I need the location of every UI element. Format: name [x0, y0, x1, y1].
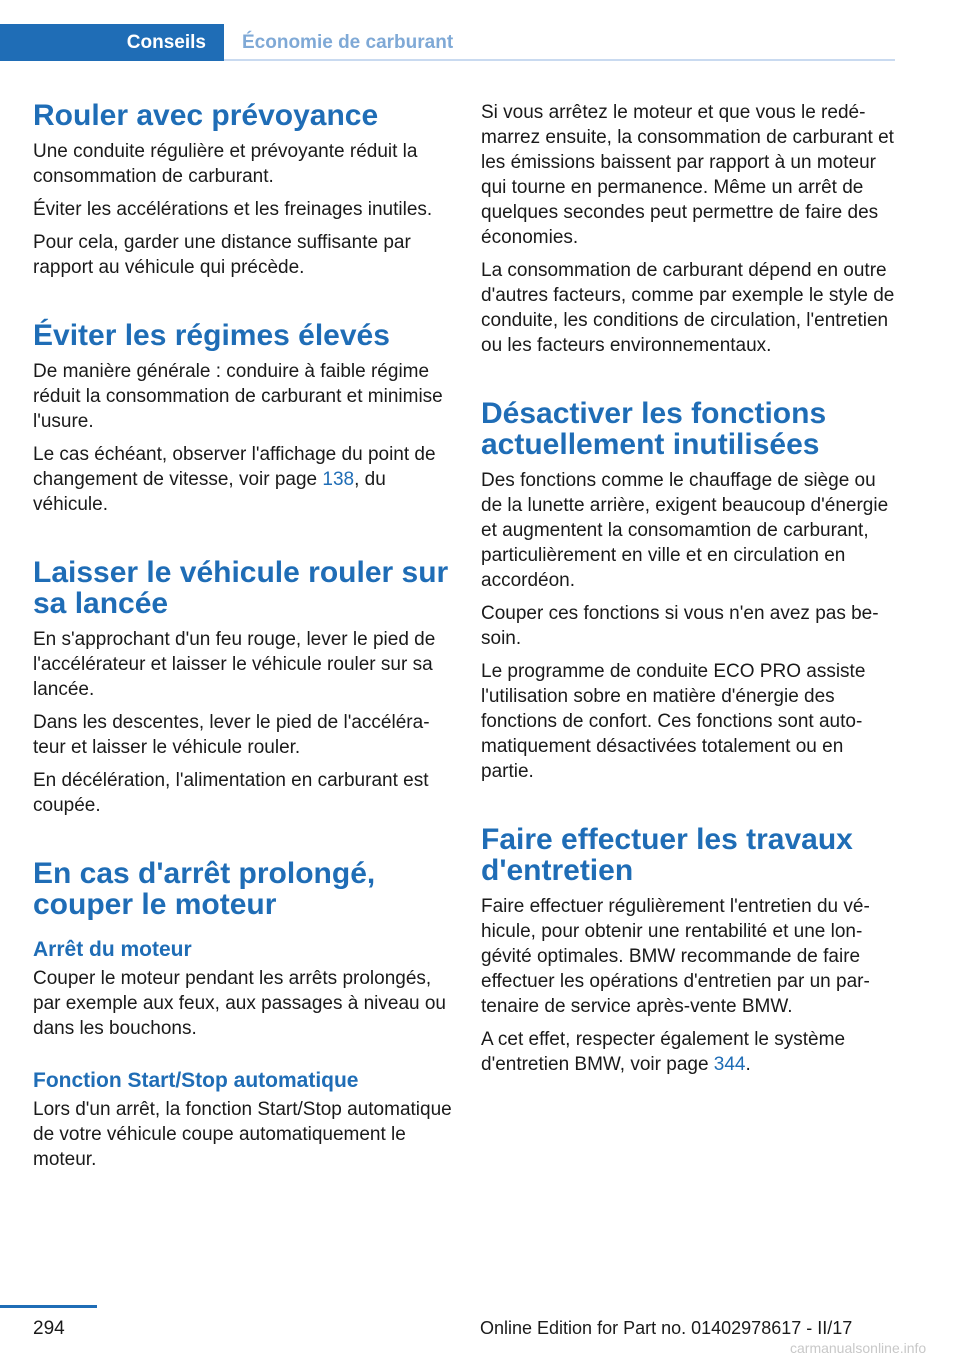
- header-rule: [224, 59, 895, 61]
- heading-rouler-lancee: Laisser le véhicule rouler sur sa lancée: [33, 556, 449, 620]
- paragraph: La consommation de carburant dépend en outre d'autres facteurs, comme par exemple le style de conduite, les conditions de circulation, l'entretien ou les facteurs environnementaux.: [481, 260, 895, 356]
- paragraph: En s'approchant d'un feu rouge, lever le pied de l'accélérateur et laisser le véhicule rouler sur sa lancée.: [33, 629, 436, 700]
- paragraph: Couper le moteur pendant les arrêts prolongés, par exemple aux feux, aux passages à niveau ou dans les bouchons.: [33, 968, 446, 1039]
- paragraph: Couper ces fonctions si vous n'en avez pas besoin.: [481, 603, 879, 649]
- text: , du véhicule.: [33, 469, 386, 515]
- right-column: [481, 100, 897, 1085]
- section-tab[interactable]: Conseils: [0, 24, 224, 61]
- paragraph: Une conduite régulière et prévoyante réduit la consommation de carburant.: [33, 141, 418, 187]
- text: A cet effet, respecter également le système d'entretien BMW, voir page: [481, 1029, 846, 1075]
- heading-travaux-entretien: Faire effectuer les travaux d'entretien: [481, 823, 853, 887]
- paragraph: De manière générale : conduire à faible régime réduit la consommation de carburant et minimise l'usure.: [33, 361, 443, 432]
- page-number: 294: [33, 1318, 65, 1339]
- page-link-344[interactable]: 344: [713, 1054, 746, 1075]
- paragraph: En décélération, l'alimentation en carburant est coupée.: [33, 770, 429, 816]
- heading-desactiver-fonctions: Désactiver les fonctions actuellement inutilisées: [481, 397, 827, 461]
- paragraph: Faire effectuer régulièrement l'entretien du véhicule, pour obtenir une rentabilité et une longévité optimales. BMW recommande de faire effectuer les opérations d'entretien par un partenaire de service après-vente BMW.: [481, 896, 870, 1017]
- paragraph-with-link: [481, 1027, 897, 1077]
- heading-regimes-eleves: Éviter les régimes élevés: [33, 319, 390, 352]
- edition-note: Online Edition for Part no. 01402978617 - II/17: [480, 1318, 853, 1338]
- heading-rouler-prevoyance: Rouler avec prévoyance: [33, 99, 379, 132]
- page-link-138[interactable]: 138: [322, 469, 355, 490]
- paragraph: Lors d'un arrêt, la fonction Start/Stop automatique de votre véhicule coupe automatiquement le moteur.: [33, 1099, 452, 1170]
- paragraph: Le programme de conduite ECO PRO assiste l'utilisation sobre en matière d'énergie des fonctions de confort. Ces fonctions sont automatiquement désactivées totalement ou en partie.: [481, 661, 866, 782]
- paragraph: Dans les descentes, lever le pied de l'accélérateur et laisser le véhicule rouler.: [33, 712, 430, 758]
- paragraph: Des fonctions comme le chauffage de siège ou de la lunette arrière, exigent beaucoup d'énergie et augmentent la consomamtion de carburant, particulièrement en ville et en circulation en accordéon.: [481, 470, 889, 591]
- footer-rule: [0, 1305, 97, 1308]
- page-header: [0, 24, 895, 64]
- heading-arret-prolonge: En cas d'arrêt prolongé, couper le moteur: [33, 857, 376, 921]
- subheading-start-stop: Fonction Start/Stop automatique: [33, 1069, 359, 1092]
- paragraph: Pour cela, garder une distance suffisante par rapport au véhicule qui précède.: [33, 232, 411, 278]
- paragraph: Si vous arrêtez le moteur et que vous le redémarrez ensuite, la consommation de carburant et les émissions baissent par rapport à un moteur qui tourne en permanence. Même un arrêt de quelques secondes peut permettre de faire des économies.: [481, 102, 894, 248]
- paragraph: Éviter les accélérations et les freinages inutiles.: [33, 199, 433, 220]
- subheading-arret-moteur: Arrêt du moteur: [33, 938, 192, 961]
- text: Le cas échéant, observer l'affichage du point de changement de vitesse, voir page: [33, 444, 436, 490]
- watermark: carmanualsonline.info: [790, 1340, 927, 1356]
- left-column: [33, 100, 453, 1180]
- subsection-title: Économie de carburant: [242, 32, 454, 53]
- text: .: [745, 1054, 751, 1075]
- paragraph-with-link: [33, 442, 453, 517]
